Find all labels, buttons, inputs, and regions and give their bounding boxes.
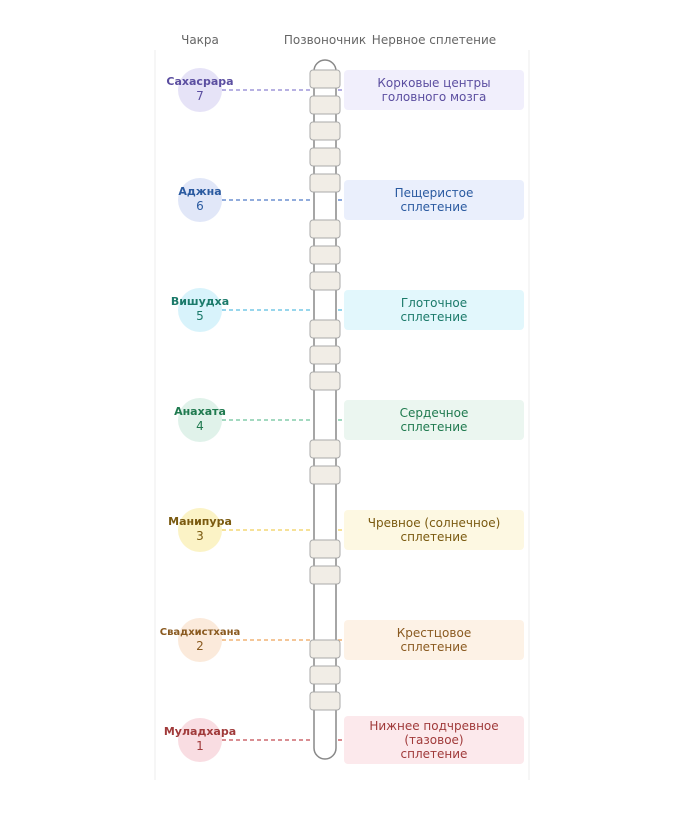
- plexus-label-line: Нижнее подчревное: [369, 719, 499, 733]
- chakra-number: 6: [196, 199, 204, 213]
- vertebra: [310, 122, 340, 140]
- plexus-label-line: сплетение: [400, 310, 468, 324]
- vertebra: [310, 640, 340, 658]
- plexus-label-line: сплетение: [400, 640, 468, 654]
- vertebra: [310, 692, 340, 710]
- plexus-label-line: сплетение: [400, 200, 468, 214]
- chakra-name: Муладхара: [163, 725, 237, 738]
- chakra-name: Манипура: [168, 515, 232, 528]
- plexus-label-line: Чревное (солнечное): [367, 516, 501, 530]
- vertebra: [310, 346, 340, 364]
- vertebra: [310, 96, 340, 114]
- header-plexus: Нервное сплетение: [371, 33, 497, 47]
- chakra-name: Аджна: [178, 185, 222, 198]
- chakra-name: Сахасрара: [166, 75, 234, 88]
- vertebra: [310, 372, 340, 390]
- chakra-row: [174, 398, 524, 442]
- plexus-label-line: Корковые центры: [377, 76, 491, 90]
- chakra-number: 5: [196, 309, 204, 323]
- vertebra: [310, 666, 340, 684]
- chakra-row: [164, 716, 524, 764]
- vertebra: [310, 566, 340, 584]
- chakra-number: 1: [196, 739, 204, 753]
- header-spine: Позвоночник: [283, 33, 367, 47]
- vertebra: [310, 440, 340, 458]
- plexus-label-line: сплетение: [400, 420, 468, 434]
- vertebra: [310, 148, 340, 166]
- plexus-label-line: Сердечное: [399, 406, 469, 420]
- chakra-name: Анахата: [174, 405, 226, 418]
- plexus-label-line: головного мозга: [381, 90, 487, 104]
- chakra-number: 3: [196, 529, 204, 543]
- plexus-label-line: (тазовое): [404, 733, 464, 747]
- chakra-row: [168, 508, 524, 552]
- plexus-label-line: сплетение: [400, 530, 468, 544]
- vertebra: [310, 220, 340, 238]
- vertebra: [310, 540, 340, 558]
- plexus-label-line: сплетение: [400, 747, 468, 761]
- chakra-row: [166, 68, 524, 112]
- plexus-label-line: Крестцовое: [396, 626, 472, 640]
- chakra-number: 2: [196, 639, 204, 653]
- chakra-name: Вишудха: [170, 295, 230, 308]
- vertebra: [310, 466, 340, 484]
- chakra-rows: [160, 68, 524, 764]
- plexus-label-line: Пещеристое: [394, 186, 474, 200]
- chakra-number: 7: [196, 89, 204, 103]
- header-chakra: Чакра: [181, 33, 219, 47]
- plexus-label-line: Глоточное: [400, 296, 468, 310]
- vertebra: [310, 320, 340, 338]
- vertebra: [310, 246, 340, 264]
- vertebra: [310, 70, 340, 88]
- chakra-number: 4: [196, 419, 204, 433]
- vertebra: [310, 272, 340, 290]
- chakra-name: Свадхистхана: [159, 627, 241, 638]
- vertebra: [310, 174, 340, 192]
